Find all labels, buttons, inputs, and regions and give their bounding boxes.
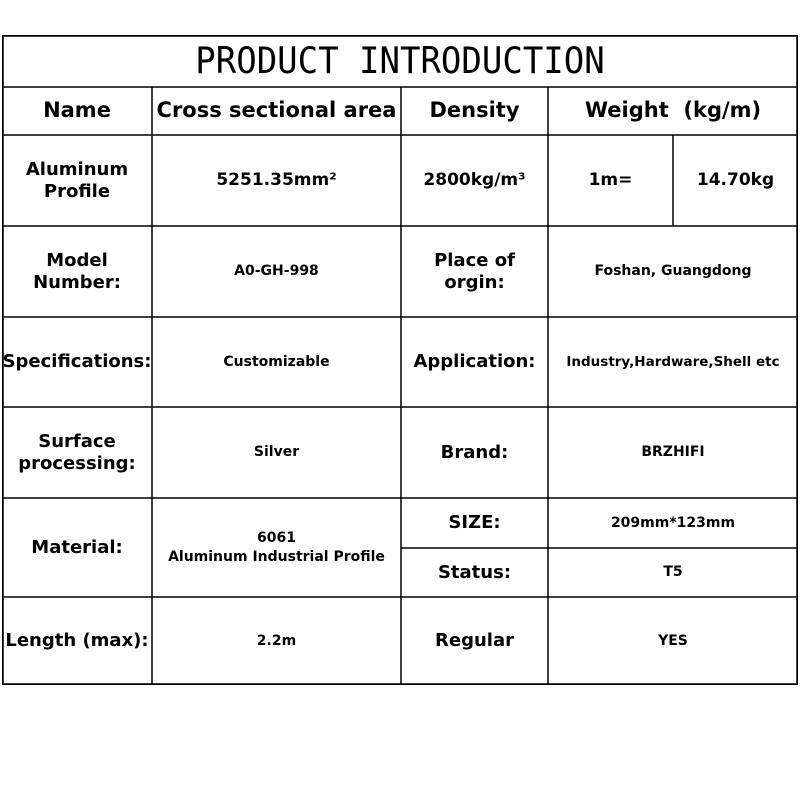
brand-label: Brand:	[440, 441, 509, 463]
length-max-value: 2.2m	[256, 632, 297, 649]
header-cross-section: Cross sectional area	[156, 98, 397, 123]
application-label: Application:	[413, 351, 536, 373]
brand-value: BRZHIFI	[641, 444, 705, 461]
header-name: Name	[43, 98, 111, 123]
page-title: PRODUCT INTRODUCTION	[195, 38, 605, 83]
status-label: Status:	[437, 561, 512, 583]
specifications-label: Specifications:	[2, 351, 152, 373]
surface-processing-value: Silver	[253, 444, 300, 461]
specifications-value: Customizable	[223, 353, 330, 370]
cross-section-value: 5251.35mm²	[216, 170, 337, 191]
place-of-origin-value: Foshan, Guangdong	[594, 263, 752, 280]
material-description: Aluminum Industrial Profile	[168, 548, 385, 565]
status-value: T5	[663, 564, 683, 581]
header-weight: Weight (kg/m)	[584, 98, 762, 123]
size-label: SIZE:	[448, 512, 501, 534]
material-grade: 6061	[257, 529, 296, 546]
spec-table	[2, 35, 798, 685]
material-value	[152, 498, 401, 597]
weight-value: 14.70kg	[696, 170, 775, 191]
material-label: Material:	[31, 536, 123, 558]
weight-length-label: 1m=	[588, 170, 633, 191]
model-number-label: Model Number:	[33, 249, 121, 293]
regular-value: YES	[658, 632, 688, 649]
header-density: Density	[429, 98, 520, 123]
regular-label: Regular	[435, 630, 514, 652]
density-value: 2800kg/m³	[423, 170, 526, 191]
length-max-label: Length (max):	[5, 630, 149, 652]
model-number-value: A0-GH-998	[234, 263, 319, 280]
surface-processing-label: Surface processing:	[18, 430, 136, 474]
size-value: 209mm*123mm	[610, 514, 736, 531]
place-of-origin-label: Place of orgin:	[434, 249, 515, 293]
application-value: Industry,Hardware,Shell etc	[566, 353, 780, 370]
product-name: Aluminum Profile	[25, 158, 129, 202]
